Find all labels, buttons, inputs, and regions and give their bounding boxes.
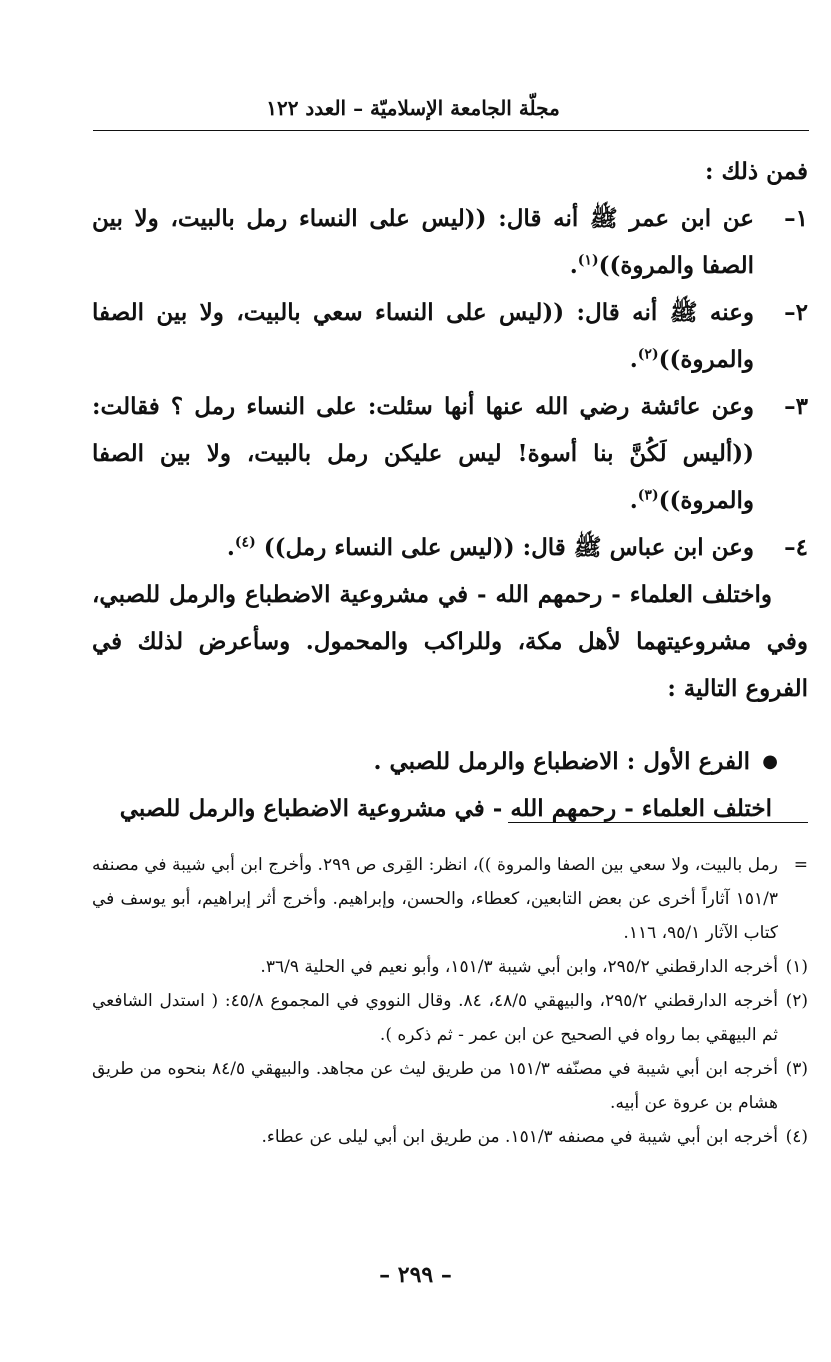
item-number: ٤– — [784, 534, 808, 561]
footnote — [92, 984, 808, 1052]
list-item — [92, 289, 808, 383]
footnote-mark: (٢) — [785, 991, 808, 1011]
item-number: ٣– — [784, 393, 808, 420]
footnote — [92, 1120, 808, 1154]
header-divider — [93, 130, 809, 131]
footnote-ref: (١) — [577, 252, 599, 269]
item-number: ٢– — [784, 299, 808, 326]
footnote — [92, 1052, 808, 1120]
continuation-mark: = — [793, 855, 808, 875]
footnote-mark: (١) — [785, 957, 808, 977]
footnote-text: أخرجه ابن أبي شيبة في مصنّفه ١٥١/٣ من طريق ليث عن مجاهد. والبيهقي ٨٤/٥ بنحوه من طريق هشام بن عروة عن أبيه. — [92, 1059, 778, 1113]
list-item — [92, 524, 808, 571]
footnote-mark: (٤) — [785, 1127, 808, 1147]
item-text: وعن ابن عباس ﷺ قال: ((ليس على النساء رمل)) $^{(٤)}$. — [226, 534, 754, 561]
footnote — [92, 950, 808, 984]
bullet-icon: ● — [762, 751, 778, 772]
footnote-mark: (٣) — [785, 1059, 808, 1079]
item-text: وعنه ﷺ أنه قال: ((ليس على النساء سعي بالبيت، ولا بين الصفا والمروة))$^{(٢)}$. — [92, 299, 754, 373]
main-text — [92, 148, 808, 832]
paragraph: اختلف العلماء - رحمهم الله - في مشروعية الاضطباع والرمل للصبي — [119, 795, 772, 822]
running-header: مجلّة الجامعة الإسلاميّة – العدد ١٢٢ — [266, 96, 560, 120]
item-text: وعن عائشة رضي الله عنها أنها سئلت: على النساء رمل ؟ فقالت: ((أليس لَكُنَّ بنا أسوة! ليس عليكن رمل بالبيت، ولا بين الصفا والمروة))$^{(٣)}$. — [92, 393, 754, 514]
footnote-text: أخرجه الدارقطني ٢٩٥/٢، وابن أبي شيبة ١٥١/٣، وأبو نعيم في الحلية ٣٦/٩. — [260, 957, 778, 977]
item-number: ١– — [784, 205, 808, 232]
intro-line: فمن ذلك : — [705, 158, 808, 185]
section-heading — [92, 738, 808, 785]
footnote-divider — [508, 822, 808, 823]
footnote-text: أخرجه الدارقطني ٢٩٥/٢، والبيهقي ٤٨/٥، ٨٤. وقال النووي في المجموع ٤٥/٨: ( استدل الشافعي ثم البيهقي بما رواه في الصحيح عن ابن عمر - ثم ذكره ). — [92, 991, 778, 1045]
list-item — [92, 195, 808, 289]
footnote-ref: (٤) — [234, 534, 256, 551]
footnote-text: أخرجه ابن أبي شيبة في مصنفه ١٥١/٣. من طريق ابن أبي ليلى عن عطاء. — [261, 1127, 778, 1147]
footnote-text: رمل بالبيت، ولا سعي بين الصفا والمروة ))، انظر: القِرى ص ٢٩٩. وأخرج ابن أبي شيبة في مصنفه ١٥١/٣ آثاراً أخرى عن بعض التابعين، كعطاء، والحسن، وإبراهيم. وأخرج أثر إبراهيم، أبو يوسف في كتاب الآثار ٩٥/١، ١١٦. — [92, 855, 778, 943]
footnote-ref: (٢) — [637, 346, 659, 363]
heading-text: الفرع الأول : الاضطباع والرمل للصبي . — [373, 748, 750, 775]
item-text: عن ابن عمر ﷺ أنه قال: ((ليس على النساء رمل بالبيت، ولا بين الصفا والمروة))$^{(١)}$. — [92, 205, 754, 279]
footnote-ref: (٣) — [637, 487, 659, 504]
footnote-continuation — [92, 848, 808, 950]
page-number: – ٢٩٩ – — [379, 1262, 452, 1288]
paragraph: واختلف العلماء - رحمهم الله - في مشروعية الاضطباع والرمل للصبي، وفي مشروعيتهما لأهل مكة، وللراكب والمحمول. وسأعرض لذلك في الفروع التالية : — [92, 581, 808, 702]
footnotes — [92, 848, 808, 1154]
list-item — [92, 383, 808, 524]
